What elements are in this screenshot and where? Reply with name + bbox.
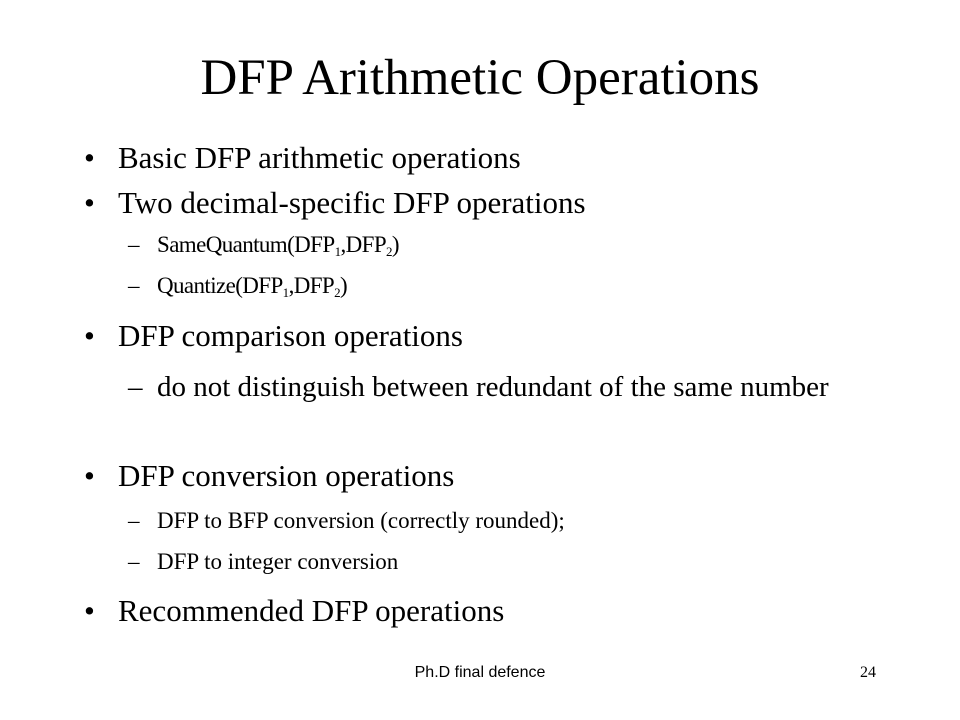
slide-title: DFP Arithmetic Operations: [200, 50, 760, 106]
bullet-marker: •: [84, 593, 95, 628]
sub-bullet-text: DFP to BFP conversion (correctly rounded);: [157, 508, 565, 533]
bullet-marker: •: [84, 318, 95, 353]
bullet-marker: •: [84, 458, 95, 493]
sub-bullet-text: $SameQuantum(DFP_1,DFP_2)$: [157, 232, 399, 259]
sub-bullet-text: do not distinguish between redundant of the same number: [157, 371, 829, 403]
bullet-text: DFP conversion operations: [118, 458, 455, 493]
bullet-text: Recommended DFP operations: [118, 593, 505, 628]
slide-number: 24: [860, 664, 876, 681]
dash-marker: –: [128, 371, 143, 403]
dash-marker: –: [128, 508, 140, 533]
dash-marker: –: [128, 232, 140, 257]
bullet-text: Basic DFP arithmetic operations: [118, 140, 521, 175]
bullet-marker: •: [84, 140, 95, 175]
sub-bullet-text: $Quantize(DFP_1,DFP_2)$: [157, 273, 348, 300]
sub-bullet-text: DFP to integer conversion: [157, 549, 399, 574]
dash-marker: –: [128, 273, 140, 298]
dash-marker: –: [128, 549, 140, 574]
footer-text: Ph.D final defence: [414, 664, 546, 681]
bullet-marker: •: [84, 185, 95, 220]
bullet-text: DFP comparison operations: [118, 318, 463, 353]
bullet-text: Two decimal-specific DFP operations: [118, 185, 586, 220]
